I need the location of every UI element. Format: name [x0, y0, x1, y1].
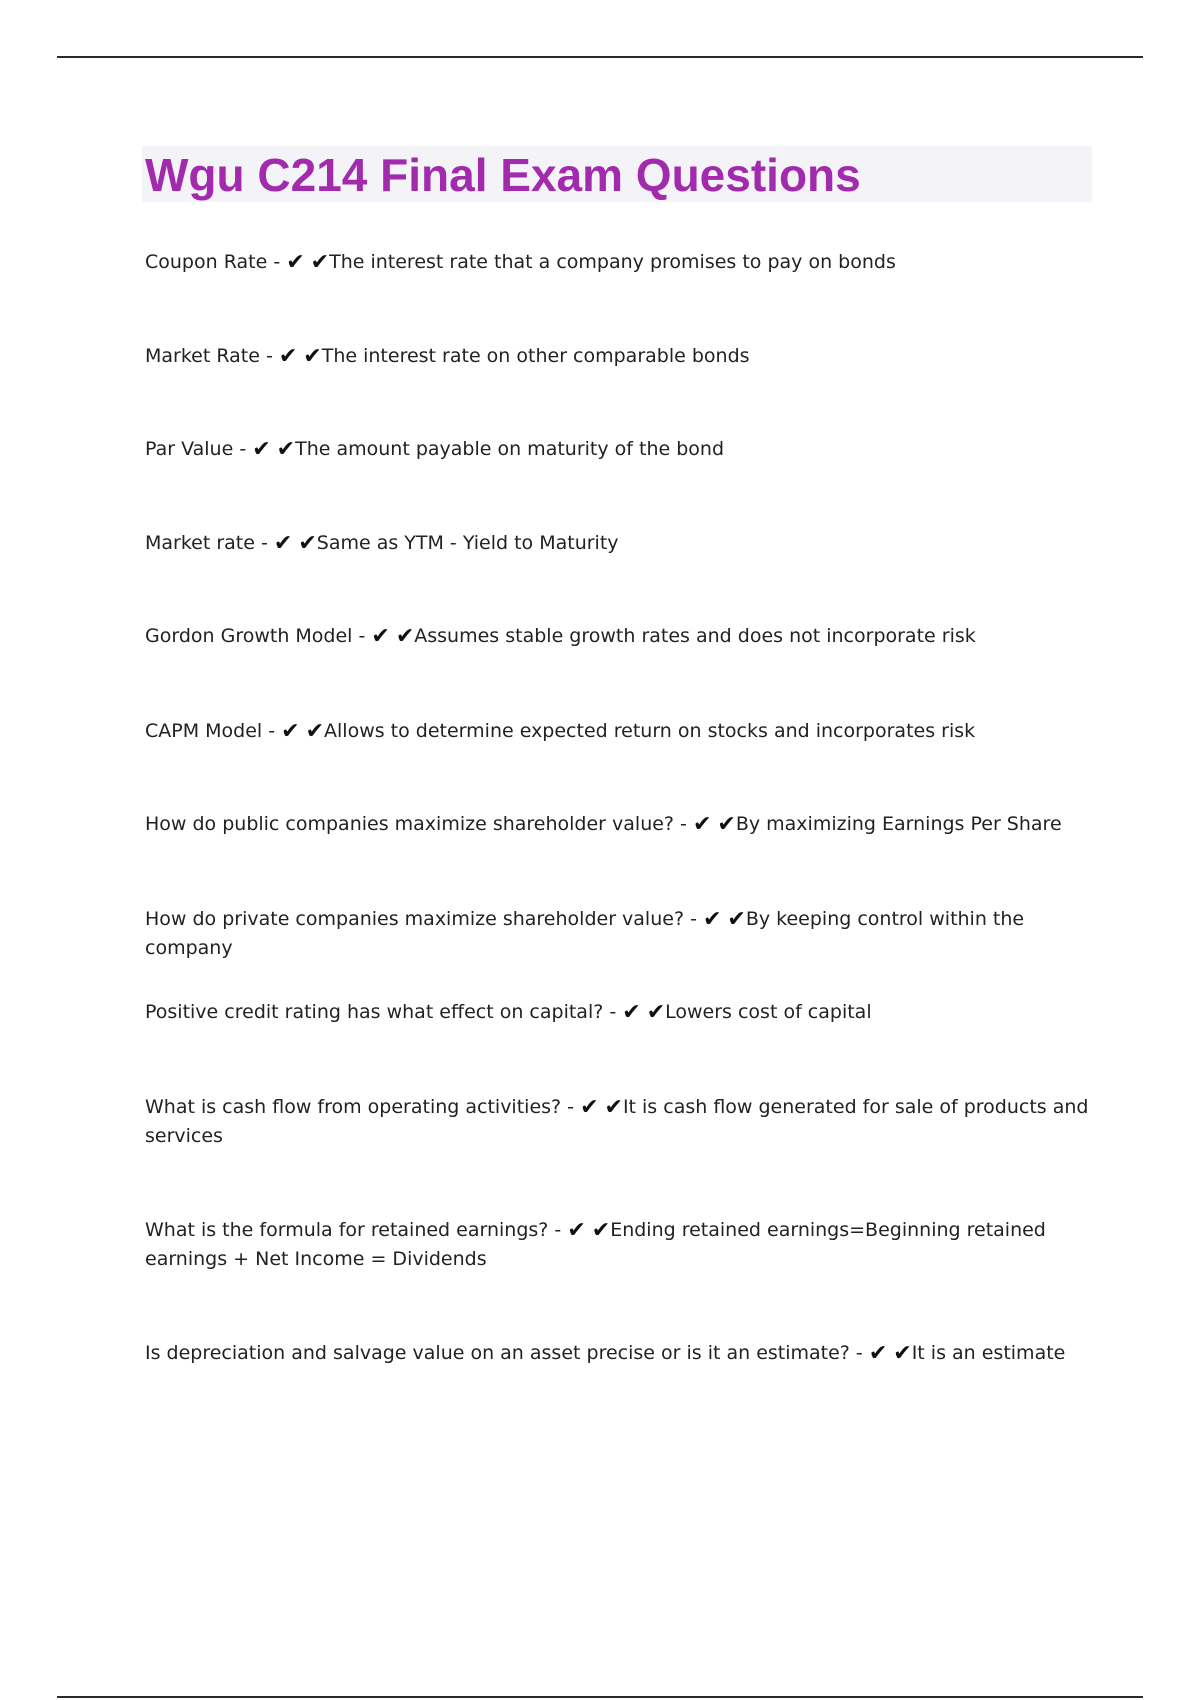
check-icon: ✔ [604, 1095, 623, 1120]
qa-answer: By keeping control within the company [145, 908, 1025, 959]
qa-separator: - [603, 1001, 623, 1023]
qa-answer: Ending retained earnings=Beginning retained earnings + Net Income = Dividends [145, 1219, 1046, 1270]
qa-item [145, 342, 1095, 371]
check-icon: ✔ [252, 437, 271, 462]
qa-item [145, 1339, 1095, 1368]
page-title: Wgu C214 Final Exam Questions [145, 149, 861, 201]
qa-separator: - [254, 532, 274, 554]
check-icon: ✔ [591, 1218, 611, 1243]
qa-term: How do public companies maximize shareholder value? [145, 813, 675, 835]
check-icon: ✔ [692, 812, 712, 837]
qa-item [145, 1216, 1095, 1273]
qa-separator: - [267, 251, 287, 273]
qa-answer: It is cash flow generated for sale of products and services [145, 1096, 1089, 1147]
qa-separator: - [233, 438, 253, 460]
qa-answer: Allows to determine expected return on stocks and incorporates risk [324, 720, 976, 742]
check-icon: ✔ [286, 250, 305, 275]
qa-term: What is cash flow from operating activities? [145, 1096, 562, 1118]
check-icon: ✔ [567, 1218, 586, 1243]
check-icon: ✔ [298, 531, 317, 556]
qa-term: Is depreciation and salvage value on an asset precise or is it an estimate? [145, 1342, 850, 1364]
qa-term: How do private companies maximize shareholder value? [145, 908, 685, 930]
check-icon: ✔ [278, 344, 298, 369]
qa-separator: - [849, 1342, 869, 1364]
check-icon: ✔ [303, 344, 322, 369]
qa-answer: The interest rate on other comparable bonds [321, 345, 750, 367]
qa-item [145, 435, 1095, 464]
qa-separator: - [259, 345, 279, 367]
check-icon: ✔ [580, 1095, 599, 1120]
qa-separator: - [684, 908, 703, 930]
check-icon: ✔ [727, 907, 746, 932]
check-icon: ✔ [371, 624, 390, 649]
check-icon: ✔ [305, 719, 325, 744]
qa-item [145, 622, 1095, 651]
qa-separator: - [262, 720, 282, 742]
qa-answer: Assumes stable growth rates and does not incorporate risk [414, 625, 976, 647]
qa-item [145, 717, 1095, 746]
qa-item [145, 810, 1095, 839]
qa-term: Gordon Growth Model [145, 625, 353, 647]
qa-item [145, 529, 1095, 558]
qa-separator: - [548, 1219, 568, 1241]
check-icon: ✔ [276, 437, 296, 462]
qa-term: Market Rate [145, 345, 260, 367]
check-icon: ✔ [310, 250, 330, 275]
qa-answer: The amount payable on maturity of the bond [295, 438, 725, 460]
check-icon: ✔ [281, 719, 300, 744]
qa-answer: Same as YTM - Yield to Maturity [316, 532, 619, 554]
top-rule [57, 56, 1143, 58]
qa-item [145, 1093, 1095, 1150]
qa-answer: It is an estimate [911, 1342, 1066, 1364]
qa-term: Par Value [145, 438, 234, 460]
check-icon: ✔ [893, 1341, 912, 1366]
qa-term: Market rate [145, 532, 255, 554]
qa-answer: Lowers cost of capital [665, 1001, 872, 1023]
check-icon: ✔ [868, 1341, 888, 1366]
qa-item [145, 905, 1095, 962]
check-icon: ✔ [622, 1000, 641, 1025]
check-icon: ✔ [717, 812, 736, 837]
check-icon: ✔ [646, 1000, 666, 1025]
qa-separator: - [674, 813, 693, 835]
qa-term: Coupon Rate [145, 251, 268, 273]
qa-item [145, 248, 1095, 277]
qa-term: What is the formula for retained earnings? [145, 1219, 549, 1241]
qa-separator: - [352, 625, 372, 647]
qa-answer: The interest rate that a company promises to pay on bonds [329, 251, 896, 273]
qa-term: CAPM Model [145, 720, 263, 742]
qa-term: Positive credit rating has what effect on capital? [145, 1001, 604, 1023]
qa-separator: - [561, 1096, 581, 1118]
bottom-rule [57, 1696, 1143, 1698]
check-icon: ✔ [702, 907, 722, 932]
qa-answer: By maximizing Earnings Per Share [735, 813, 1062, 835]
check-icon: ✔ [273, 531, 293, 556]
check-icon: ✔ [395, 624, 415, 649]
qa-item [145, 998, 1095, 1027]
